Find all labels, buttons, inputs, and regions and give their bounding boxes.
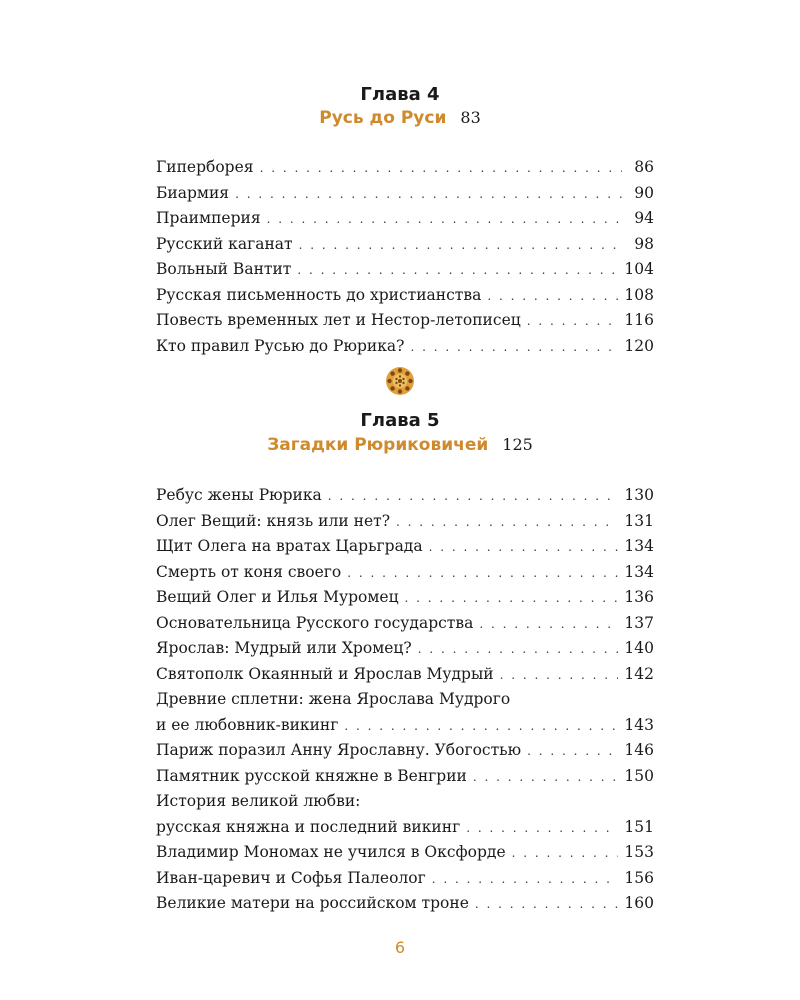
toc-entry [156,235,654,261]
toc-leader-dots [328,489,619,503]
toc-entry-page: 134 [624,537,654,555]
toc-leader-dots [418,642,619,656]
toc-leader-dots [475,897,619,911]
chapter-5-page: 125 [502,435,533,454]
toc-entry-title: русская княжна и последний викинг [156,817,461,836]
toc-entry-title: Основательница Русского государства [156,613,474,632]
toc-leader-dots [299,238,622,252]
toc-leader-dots [267,212,622,226]
toc-entry-title: Вольный Вантит [156,260,292,278]
toc-entry [156,716,654,742]
toc-leader-dots [347,566,618,580]
toc-entry-page: 150 [624,766,654,785]
toc-entry-title: Праимперия [156,209,261,227]
toc-entry-title: Кто правил Русью до Рюрика? [156,336,405,355]
toc-leader-dots [487,289,618,303]
toc-entry [156,588,654,614]
chapter-5-heading [0,435,800,455]
page-number: 6 [394,938,406,957]
toc-entry-title: Повесть временных лет и Нестор-летописец [156,311,521,329]
toc-leader-dots [500,668,619,682]
toc-entry [156,260,654,286]
toc-entry [156,843,654,869]
toc-entry [156,767,654,793]
toc-entry [156,209,654,235]
toc-entry [156,741,654,767]
toc-leader-dots [429,540,619,554]
toc-entry-page: 108 [624,285,654,304]
toc-entry [156,690,654,716]
toc-entry [156,486,654,512]
chapter-5-entries [156,486,654,920]
toc-leader-dots [527,314,619,328]
toc-leader-dots [405,591,619,605]
toc-leader-dots [410,340,618,354]
toc-entry [156,869,654,895]
toc-entry-title: Русская письменность до христианства [156,285,482,304]
chapter-4-title: Русь до Руси [319,108,447,128]
toc-entry-page: 120 [624,336,654,355]
toc-entry-title: Владимир Мономах не учился в Оксфорде [156,843,506,861]
toc-entry-page: 137 [624,613,654,632]
toc-leader-dots [297,263,618,277]
toc-leader-dots [466,821,618,835]
toc-entry [156,184,654,210]
toc-entry-title: Олег Вещий: князь или нет? [156,511,390,530]
toc-leader-dots [479,617,618,631]
toc-entry [156,537,654,563]
toc-entry-page: 142 [624,664,654,683]
toc-entry [156,894,654,920]
toc-entry-page: 134 [624,562,654,581]
toc-leader-dots [527,744,618,758]
sunflower-ornament-icon [385,366,415,396]
toc-entry-title: Биармия [156,183,230,202]
toc-entry-title: Щит Олега на вратах Царьграда [156,537,423,555]
toc-entry [156,818,654,844]
toc-entry-page: 104 [624,260,654,278]
toc-entry-title: Париж поразил Анну Ярославну. Убогостью [156,741,522,759]
toc-entry [156,512,654,538]
toc-entry-title: Русский каганат [156,234,293,253]
toc-entry-page: 136 [624,588,654,606]
toc-entry-page: 94 [634,209,654,227]
toc-leader-dots [396,515,618,529]
toc-entry-title: Великие матери на российском троне [156,894,469,912]
toc-entry-title: и ее любовник-викинг [156,715,339,734]
toc-entry-page: 143 [624,715,654,734]
toc-entry-title: Иван-царевич и Софья Палеолог [156,868,426,887]
toc-entry-page: 153 [624,843,654,861]
chapter-4-page: 83 [460,108,481,127]
toc-leader-dots [344,719,618,733]
chapter-4-heading [0,108,800,128]
toc-entry-title: Гиперборея [156,158,254,176]
toc-entry-title: Памятник русской княжне в Венгрии [156,766,467,785]
toc-entry-page: 140 [624,639,654,657]
toc-entry [156,665,654,691]
toc-entry-page: 151 [624,817,654,836]
toc-entry-title: Ярослав: Мудрый или Хромец? [156,639,412,657]
toc-entry [156,337,654,363]
toc-leader-dots [432,872,619,886]
toc-leader-dots [473,770,619,784]
toc-entry [156,639,654,665]
toc-entry [156,286,654,312]
toc-entry-page: 156 [624,868,654,887]
toc-entry-page: 98 [634,234,654,253]
chapter-5-title: Загадки Рюриковичей [267,435,489,455]
toc-entry-title: История великой любви: [156,792,361,810]
toc-entry-page: 160 [624,894,654,912]
toc-entry-page: 146 [624,741,654,759]
toc-entry-page: 131 [624,511,654,530]
toc-entry-title: Ребус жены Рюрика [156,486,322,504]
toc-entry-title: Святополк Окаянный и Ярослав Мудрый [156,664,494,683]
toc-entry-title: Вещий Олег и Илья Муромец [156,588,399,606]
chapter-5-label: Глава 5 [360,410,440,431]
toc-entry [156,614,654,640]
toc-entry-page: 86 [634,158,654,176]
toc-entry-page: 116 [624,311,654,329]
chapter-4-entries [156,158,654,362]
toc-entry [156,792,654,818]
toc-entry-page: 130 [624,486,654,504]
toc-entry-title: Смерть от коня своего [156,562,342,581]
toc-leader-dots [235,187,622,201]
toc-leader-dots [260,161,622,175]
toc-leader-dots [512,846,619,860]
toc-entry-page: 90 [634,183,654,202]
toc-entry [156,311,654,337]
toc-entry [156,158,654,184]
toc-entry-title: Древние сплетни: жена Ярослава Мудрого [156,690,511,708]
chapter-4-label: Глава 4 [360,84,440,105]
toc-entry [156,563,654,589]
